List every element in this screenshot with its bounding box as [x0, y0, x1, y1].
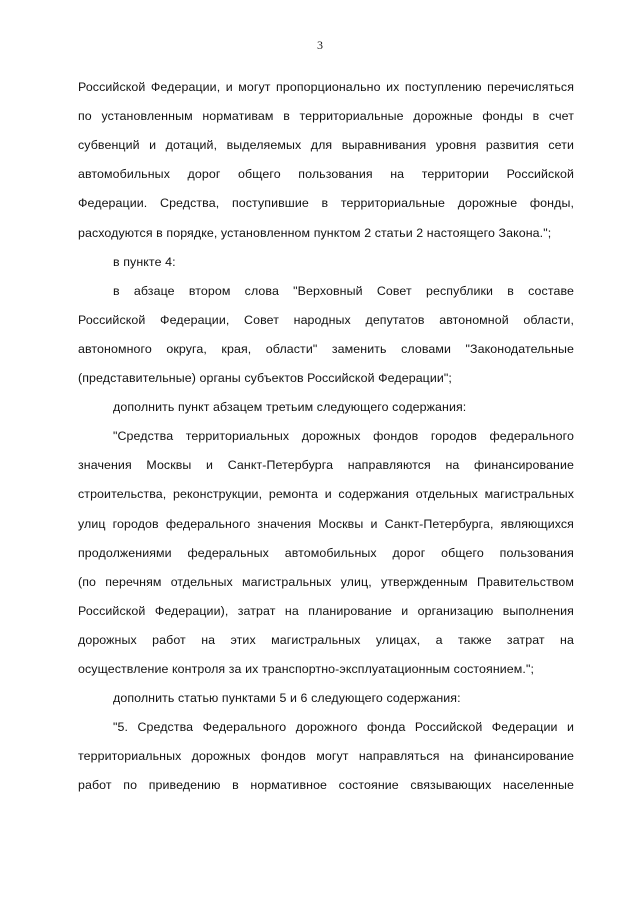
text-line: Федерации. Средства, поступившие в территориальные дорожные фонды, [78, 196, 574, 211]
page-number: 3 [317, 38, 323, 52]
text-line: продолжениями федеральных автомобильных дорог общего пользования [78, 545, 574, 560]
text-line: дополнить пункт абзацем третьим следующего содержания: [113, 400, 467, 415]
text-line: улиц городов федерального значения Москвы и Санкт-Петербурга, являющихся [78, 516, 574, 531]
text-line: "Средства территориальных дорожных фондов городов федерального [113, 429, 574, 444]
text-line: "5. Средства Федерального дорожного фонда Российской Федерации и [113, 720, 574, 735]
text-line: дорожных работ на этих магистральных улицах, а также затрат на [78, 632, 574, 647]
text-line: в абзаце втором слова "Верховный Совет республики в составе [113, 283, 574, 298]
text-line: расходуются в порядке, установленном пунктом 2 статьи 2 настоящего Закона."; [78, 225, 552, 240]
text-line: Российской Федерации), затрат на планирование и организацию выполнения [78, 603, 574, 618]
text-line: в пункте 4: [113, 254, 176, 269]
text-line: строительства, реконструкции, ремонта и содержания отдельных магистральных [78, 487, 574, 502]
text-line: значения Москвы и Санкт-Петербурга направляются на финансирование [78, 458, 574, 473]
text-line: территориальных дорожных фондов могут направляться на финансирование [78, 749, 574, 764]
text-line: субвенций и дотаций, выделяемых для выравнивания уровня развития сети [78, 138, 574, 153]
text-line: автомобильных дорог общего пользования на территории Российской [78, 167, 574, 182]
text-line: (представительные) органы субъектов Российской Федерации"; [78, 371, 452, 385]
text-line: осуществление контроля за их транспортно-эксплуатационным состоянием."; [78, 662, 534, 676]
text-line: Российской Федерации, и могут пропорционально их поступлению перечисляться [78, 80, 574, 94]
text-line: по установленным нормативам в территориальные дорожные фонды в счет [78, 109, 574, 124]
text-line: (по перечням отдельных магистральных улиц, утвержденным Правительством [78, 574, 574, 589]
text-line: работ по приведению в нормативное состояние связывающих населенные [78, 778, 574, 793]
text-line: Российской Федерации, Совет народных депутатов автономной области, [78, 312, 574, 327]
text-line: автономного округа, края, области" заменить словами "Законодательные [78, 341, 574, 356]
text-line: дополнить статью пунктами 5 и 6 следующего содержания: [113, 691, 461, 706]
